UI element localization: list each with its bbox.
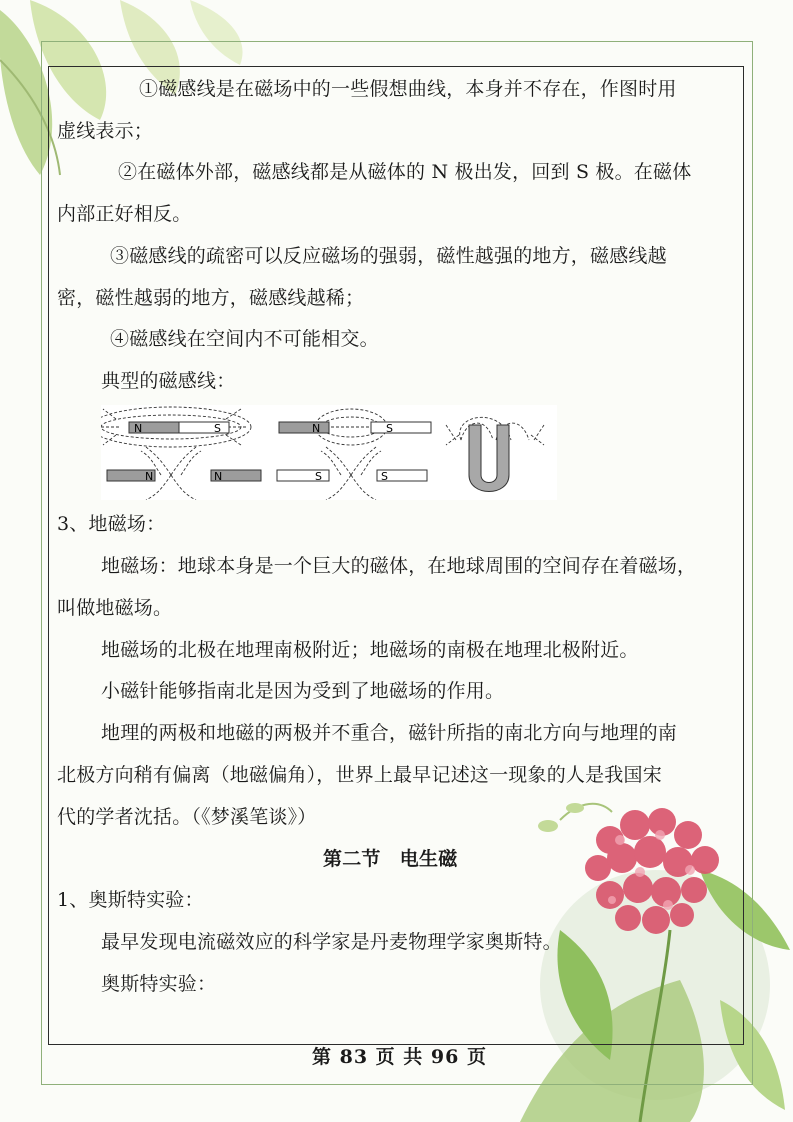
section-title: 第二节 电生磁 (323, 848, 458, 870)
paragraph-line: 奥斯特实验： (101, 973, 217, 995)
paragraph-line: 地磁场的北极在地理南极附近；地磁场的南极在地理北极附近。 (101, 639, 639, 661)
section-heading: 1、奥斯特实验： (57, 889, 204, 911)
paragraph-line: 地磁场：地球本身是一个巨大的磁体，在地球周围的空间存在着磁场， (101, 555, 697, 577)
paragraph-line: 内部正好相反。 (57, 203, 192, 225)
page-number-footer: 第 83 页 共 96 页 (312, 1046, 487, 1068)
magnet-pole-label: N (145, 470, 154, 483)
magnet-pole-label: S (315, 470, 322, 483)
paragraph-line: ④磁感线在空间内不可能相交。 (110, 328, 379, 350)
paragraph-line: 叫做地磁场。 (57, 597, 173, 619)
magnetic-field-lines-figure (101, 405, 557, 500)
paragraph-line: 密，磁性越弱的地方，磁感线越稀； (57, 287, 365, 309)
paragraph-line: 小磁针能够指南北是因为受到了地磁场的作用。 (101, 680, 505, 702)
magnet-pole-label: S (214, 422, 221, 435)
paragraph-line: ①磁感线是在磁场中的一些假想曲线，本身并不存在，作图时用 (139, 78, 677, 100)
paragraph-line: 典型的磁感线： (101, 370, 236, 392)
paragraph-line: 最早发现电流磁效应的科学家是丹麦物理学家奥斯特。 (101, 931, 562, 953)
paragraph-line: ③磁感线的疏密可以反应磁场的强弱，磁性越强的地方，磁感线越 (110, 245, 667, 267)
magnet-pole-label: N (134, 422, 143, 435)
paragraph-line: 虚线表示； (57, 120, 154, 142)
magnet-pole-label: S (381, 470, 388, 483)
magnet-pole-label: N (312, 422, 321, 435)
magnet-pole-label: S (386, 422, 393, 435)
paragraph-line: 地理的两极和地磁的两极并不重合，磁针所指的南北方向与地理的南 (101, 722, 678, 744)
paragraph-line: ②在磁体外部，磁感线都是从磁体的 N 极出发，回到 S 极。在磁体 (118, 161, 692, 183)
section-heading: 3、地磁场： (57, 513, 166, 535)
paragraph-line: 代的学者沈括。（《梦溪笔谈》） (57, 806, 317, 828)
paragraph-line: 北极方向稍有偏离（地磁偏角），世界上最早记述这一现象的人是我国宋 (57, 764, 662, 786)
magnet-pole-label: N (214, 470, 223, 483)
